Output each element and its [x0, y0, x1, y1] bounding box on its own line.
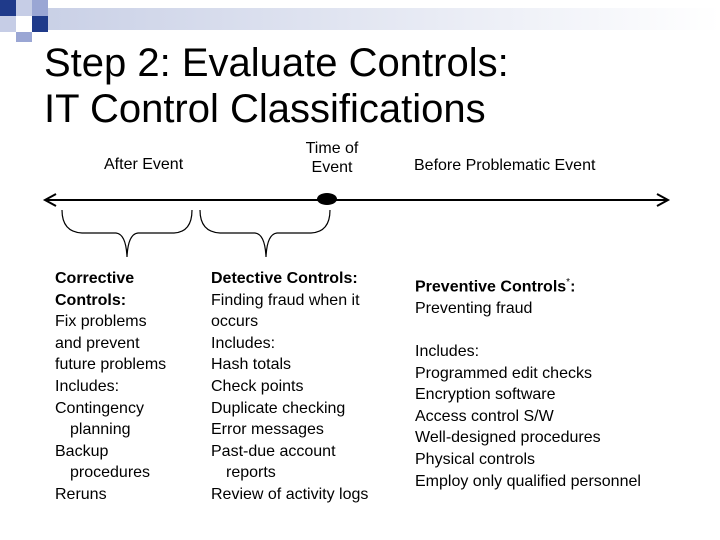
timeline-axis — [45, 194, 668, 206]
corrective-heading-line-1: Corrective — [55, 270, 135, 287]
title-line-1: Step 2: Evaluate Controls: — [44, 41, 509, 85]
preventive-spacer — [415, 320, 641, 342]
preventive-line: Encryption software — [415, 386, 556, 404]
corrective-line: and prevent — [55, 334, 140, 352]
detective-line: Includes: — [211, 334, 276, 352]
detective-line: occurs — [211, 313, 259, 331]
corrective-brace — [62, 210, 192, 257]
before-event-label: Before Problematic Event — [414, 157, 596, 174]
time-of-event-line-1: Time of — [305, 140, 359, 157]
detective-brace — [200, 210, 330, 257]
preventive-line: Well-designed procedures — [415, 429, 601, 447]
preventive-heading-colon: : — [570, 278, 576, 296]
corrective-heading-line-2: Controls: — [55, 291, 127, 309]
preventive-line: Employ only qualified personnel — [415, 472, 641, 490]
slide-title — [44, 40, 704, 132]
preventive-line: Access control S/W — [415, 407, 554, 425]
preventive-heading — [415, 272, 641, 298]
preventive-heading-text: Preventive Controls — [415, 278, 567, 296]
preventive-controls-column — [415, 272, 641, 492]
detective-line: Finding fraud when it — [211, 291, 360, 309]
corrective-controls-column — [55, 268, 166, 506]
preventive-line: Physical controls — [415, 451, 536, 469]
corrective-indented-line: planning — [70, 421, 131, 439]
time-of-event-line-2: Event — [311, 159, 353, 176]
preventive-heading-mark: * — [566, 277, 571, 288]
corrective-line: Reruns — [55, 485, 107, 503]
corrective-line: Contingency — [55, 399, 144, 417]
detective-line: Hash totals — [211, 356, 292, 374]
corrective-line: Backup — [55, 442, 109, 460]
header-decoration — [0, 0, 720, 42]
event-marker — [317, 193, 337, 205]
corrective-line: future problems — [55, 356, 167, 374]
preventive-line: Preventing fraud — [415, 299, 533, 317]
detective-line: Error messages — [211, 421, 324, 439]
after-event-label: After Event — [104, 156, 184, 173]
detective-line: Check points — [211, 377, 304, 395]
detective-indented-line: reports — [226, 464, 276, 482]
detective-heading: Detective Controls: — [211, 270, 358, 287]
detective-line: Review of activity logs — [211, 485, 369, 503]
timeline-diagram — [0, 180, 720, 270]
detective-line: Past-due account — [211, 442, 336, 460]
time-of-event-label — [299, 139, 365, 177]
preventive-line: Includes: — [415, 343, 480, 361]
title-line-2: IT Control Classifications — [44, 87, 486, 131]
corrective-line: Fix problems — [55, 313, 147, 331]
corrective-line: Includes: — [55, 377, 120, 395]
detective-line: Duplicate checking — [211, 399, 346, 417]
corrective-indented-line: procedures — [70, 464, 151, 482]
preventive-line: Programmed edit checks — [415, 364, 592, 382]
detective-controls-column — [211, 268, 368, 506]
